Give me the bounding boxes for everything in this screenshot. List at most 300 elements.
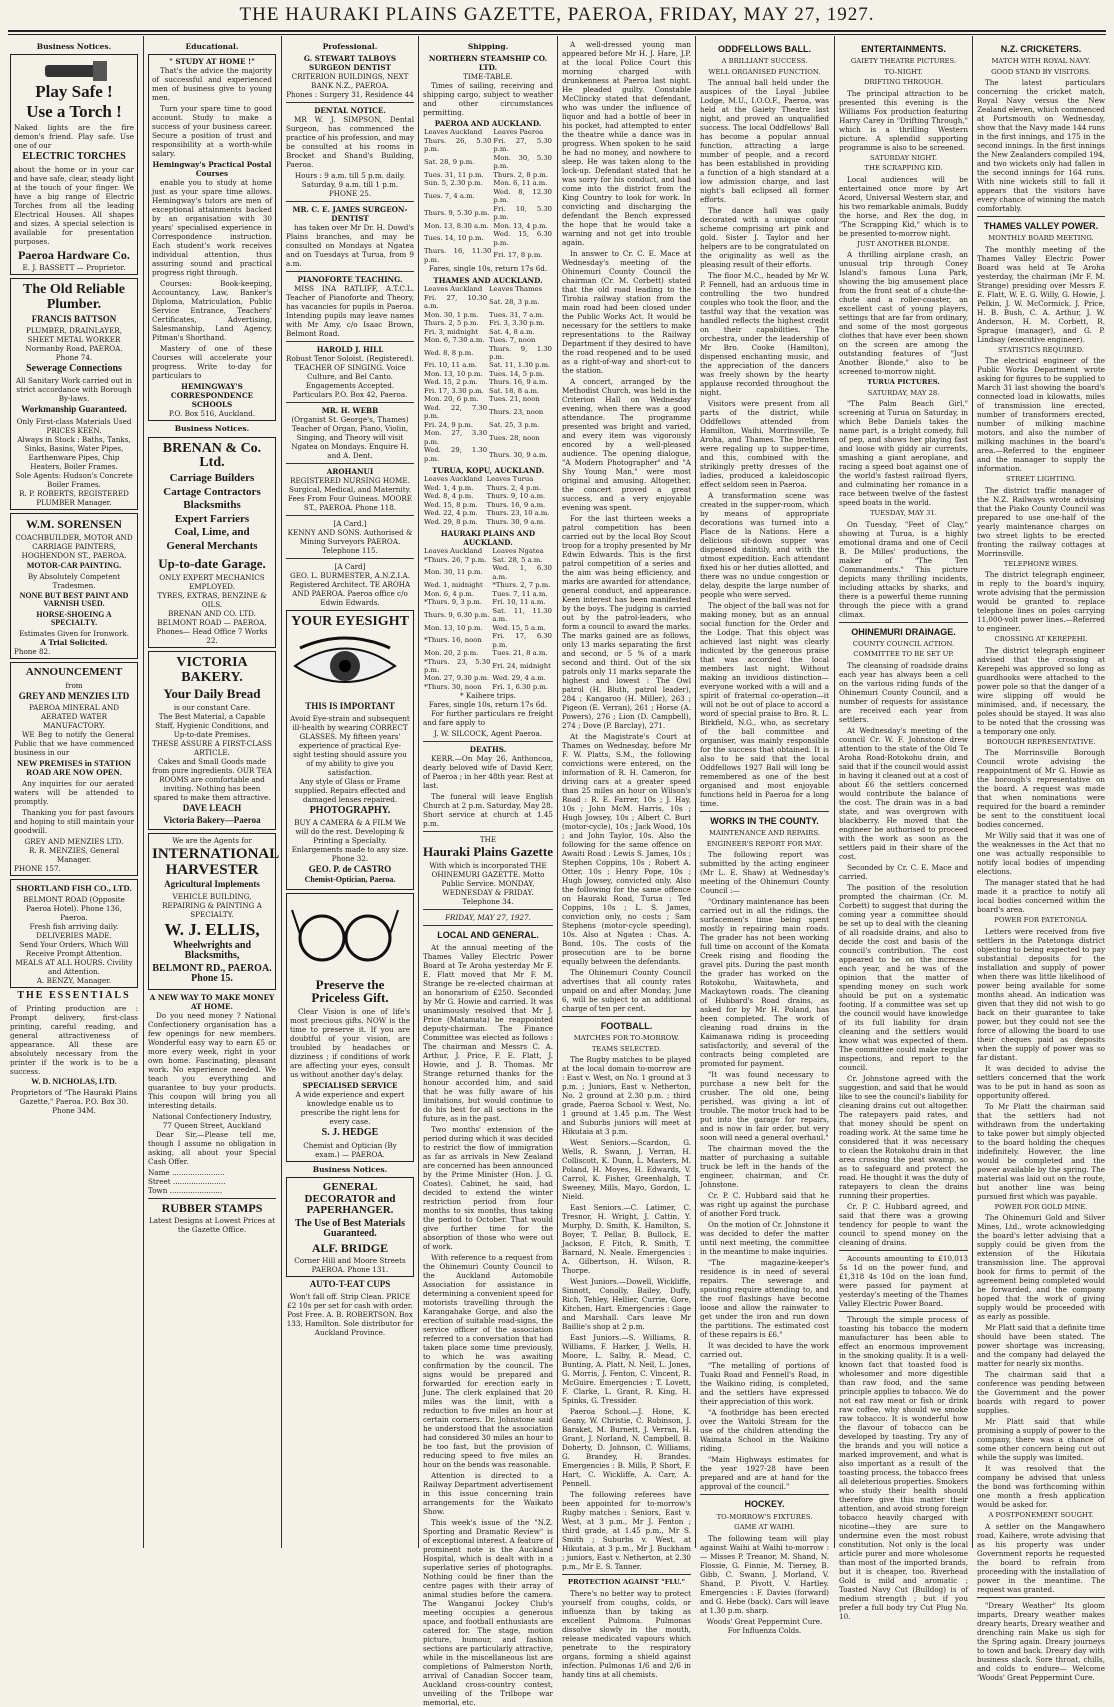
criterion-text: CRITERION BUILDINGS, NEXT BANK N.Z., PAEROA. bbox=[291, 72, 409, 91]
workmanship-text: Only First-class Materials Used PRICES KEEN. bbox=[16, 416, 132, 435]
article-paragraph: It was decided to advise the settlers concerned that the work was to be put in hand as soon as opportunity offered. bbox=[977, 1063, 1105, 1100]
section-heading: Educational. bbox=[185, 42, 239, 51]
street-label: Street bbox=[148, 1176, 171, 1186]
works-subheading: MAINTENANCE AND REPAIRS. bbox=[709, 829, 820, 838]
dear-text: Dear Sir,—Please tell me, though I assume no obligation in asking, all about your Special Cash Offer. bbox=[148, 1129, 276, 1166]
table-row bbox=[423, 556, 553, 564]
table-cell: Sat. 11, 1.30 p.m. bbox=[489, 361, 551, 370]
mechanics-text: ONLY EXPERT MECHANICS EMPLOYED. bbox=[159, 573, 265, 592]
sorensen-advert bbox=[10, 513, 138, 660]
brenan-line: Expert Farriers bbox=[174, 512, 250, 525]
article-paragraph: Cr. Johnstone agreed with the suggestion, and said that he would like to see the council's liability for cleaning drains cut out altogether. The ratepayers paid rates, and that money should be spent on roading work. At the same time he considered that it was necessary to clean the Rotokohu drain in that area crossing the peat swamp, so as to safeguard and protect the road. He thought it was the duty of ratepayers to clean the drains running their properties. bbox=[839, 1073, 968, 1200]
hemingway-advert bbox=[148, 54, 276, 421]
article-paragraph: The following report was submitted by the acting engineer (Mr L. E. Shaw) at Wednesday's meeting of the Ohinemuri County Council :— bbox=[700, 850, 829, 896]
hedge-sub: Chemist and Optician (By exam.) — PAEROA. bbox=[303, 1140, 397, 1159]
preserve-text: Clear Vision is one of life's most precious gifts. NOW is the time to preserve it. If you are doubtful of your vision, are troubled by headaches or dizziness ; if conditions of work are affecting your eyes, consult us without another day's delay. bbox=[290, 1007, 410, 1080]
torch-product: ELECTRIC TORCHES bbox=[22, 151, 126, 163]
turua-subheading: TURUA PICTURES. bbox=[867, 378, 940, 387]
power-subheading: STATISTICS REQUIRED. bbox=[998, 345, 1084, 354]
route-heading: THAMES AND AUCKLAND. bbox=[433, 276, 543, 286]
dental-heading: DENTAL NOTICE. bbox=[314, 106, 386, 116]
column-rule bbox=[418, 36, 419, 1548]
route-3-table bbox=[423, 475, 553, 526]
fare-text: Fares, single 10s, return 17s 6d. bbox=[428, 700, 548, 710]
table-cell: Wed. 29, 4 a.m. bbox=[492, 674, 546, 683]
simpson-text: MR W. J. SIMPSON, Dental Surgeon, has commenced the practice of his profession, and may be consulted at his rooms in Brocket and Shand's Building, Paeroa. bbox=[286, 115, 414, 170]
article-paragraph: The monthly meeting of the Thames Valley Electric Power Board was held at Te Aroha yesterday, the chairman (Mr F. M. Strange) presiding over Messrs F. E. Flatt, W. E. G. Willy, G. Howie, J. Pelkin, J. W. McCormick, J. Price, H. B. Bush, C. A. Arthur, J. W. Anderson, H. M. Corbett, R. Sprague (manager), and G. P. Lindsay (executive engineer). bbox=[977, 244, 1105, 344]
article-paragraph: Cr. P. C. Hubbard said that he was right up against the purchase of another Ford truck. bbox=[700, 1191, 829, 1219]
table-cell: Thurs. 2, 8 p.m. bbox=[493, 170, 548, 179]
torch-headline-2: Use a Torch ! bbox=[26, 102, 122, 122]
leach-sub: Victoria Bakery—Paeroa bbox=[163, 814, 261, 825]
deaths-heading: DEATHS. bbox=[469, 745, 507, 755]
phone-text: Phone 82. bbox=[14, 647, 51, 657]
hockey-subheading: TO-MORROW'S FIXTURES. bbox=[716, 1512, 813, 1521]
table-cell: Wed. 15, 6.30 p.m. bbox=[493, 230, 552, 247]
bridge-name: ALF. BRIDGE bbox=[311, 1240, 389, 1255]
table-cell: Tues. 14, 10 p.m. bbox=[424, 234, 484, 243]
brenan-line: Blacksmiths bbox=[183, 499, 241, 512]
table-cell: Tues. 14, 5 p.m. bbox=[489, 369, 545, 378]
study-text: That's the advice the majority of successful and experienced men of business give to young men. bbox=[152, 66, 272, 103]
table-cell: Fri. 3, midnight bbox=[424, 327, 479, 336]
trial-text: A Trial Solicited. bbox=[40, 638, 108, 648]
article-paragraph: At the Magistrate's Court at Thames on Wednesday, before Mr F. W. Platts, S.M., the following convictions were entered, on the information of R. H. Cameron, for driving cars at a greater speed than 25 miles an hour on Wilson's Road : R. E. Farrer, 10s ; J. Hay, 10s ; John McM. Harris, 10s ; Hugh Jowsey, 10s ; Albert C. Burt (motor-cycle), 10s ; Jack Wood, 10s ; and John Taylor, 10s. Also the following for the same offence on Awaiti Road : Lewis S. James, 10s ; Stephen Coppins, 10s ; Robert A. Otter, 10s ; Henry Pope, 10s ; Hugh Jowsey, convicted only. Also the following for the same offence on Hauraki Road, Turua : Ted Coppins, 10s ; L. S. James, conviction only, no costs ; Sam Stephens (motor-cycle speeding), 10s. Also at Ngatea : Chas. A. Bond, 10s. The costs of the prosecution are to be borne equally between the defendants. bbox=[562, 732, 691, 966]
table-cell: Wed. 1, midnight bbox=[424, 581, 483, 590]
table-cell: Mon. 27, 9.30 p.m. bbox=[424, 674, 490, 683]
special-heading: SPECIALISED SERVICE bbox=[302, 1081, 398, 1091]
cricket-subheading: GOOD STAND BY VISITORS. bbox=[991, 67, 1091, 76]
power-subheading: A POSTPONEMENT SOUGHT. bbox=[988, 1511, 1094, 1520]
power-subheading: TELEPHONE WIRES. bbox=[1003, 559, 1079, 568]
victoria-bakery-advert bbox=[148, 651, 276, 830]
plumber-name: FRANCIS BATTSON bbox=[31, 313, 117, 324]
table-row bbox=[423, 590, 553, 598]
article-paragraph: Accounts amounting to £10,013 5s 1d on the power fund, and £1,318 4s 10d on the loan fund, were passed for payment at yesterday's meeting of the Thames Valley Electric Power Board. bbox=[839, 1253, 968, 1308]
table-row bbox=[423, 658, 553, 675]
gazette-incorporated: With which is incorporated THE OHINEMURI GAZETTE. Motto Public Service. MONDAY, WEDNESDAY & FRIDAY. Telephone 34. bbox=[429, 860, 547, 906]
article-paragraph: On Tuesday, "Feet of Clay," showing at Turua, is a highly emotional drama and one of Cecil B. De Milles' productions, the maker of "The Ten Commandments." This picture depicts many thrilling incidents, including attacks by sharks, and there is a powerful theme running through the piece with a grand climax. bbox=[839, 519, 968, 619]
article-paragraph: A settler on the Mangawhero road, Kaihere, wrote advising that as his property was under Government reports he requested the board to refrain from proceeding with the installation of power in the meantime. The request was granted. bbox=[977, 1521, 1105, 1594]
plumber-headline: The Old Reliable Plumber. bbox=[23, 282, 125, 312]
tyres-text: TYRES, EXTRAS, BENZINE & OILS. bbox=[157, 591, 267, 610]
sorensen-name: W.M. SORENSEN bbox=[26, 516, 122, 531]
table-cell: *Thurs. 2, 7 p.m. bbox=[492, 581, 551, 590]
table-cell: Sun. 5, 2.30 p.m. bbox=[424, 179, 483, 188]
from-text: from bbox=[65, 681, 83, 690]
shipping-company: NORTHERN STEAMSHIP CO. LTD. bbox=[428, 54, 548, 73]
assure-text: THESE ASSURE A FIRST-CLASS ARTICLE. bbox=[152, 739, 272, 758]
castro-advert bbox=[286, 610, 414, 889]
article-paragraph: Two months' extension of the period during which it was decided to restrict the flow of immigration as far as arrivals in New Zealand are concerned has been announced by the Prime Minister (Hon. J. G. Coates). Cabinet, he said, had decided to extend the winter restriction period from four months to six months, thus taking the period to October. That would give further time for the absorption of those who were out of work. bbox=[423, 1124, 553, 1251]
table-cell: Mon. 13, 4 p.m. bbox=[493, 221, 548, 230]
the-label: THE bbox=[479, 835, 497, 845]
table-row bbox=[423, 683, 553, 691]
essentials-text: of Printing production are : Prompt delivery, first-class printing, careful reading, and general attractiveness of appearance. All these are absolutely necessary from the printer if the work is to be a success. bbox=[10, 1003, 138, 1076]
article-paragraph: The Ohinemuri Gold and Silver Mines, Ltd., wrote acknowledging the board's letter advising that a supply could be given from the extension of the Hikutaia transmission line. The approval book for firms to permit of the agreement being completed would be forwarded, and the company hoped that the work of giving supply would be proceeded with as early as possible. bbox=[977, 1213, 1105, 1322]
table-cell: Wed. 8, 12.30 p.m. bbox=[493, 187, 552, 205]
estimates-text: Estimates Given for Ironwork. bbox=[18, 629, 130, 639]
confectionery-advert bbox=[148, 993, 276, 1235]
further-text: For further particulars re freight and fare apply to bbox=[423, 709, 553, 728]
kodak-text: BUY A CAMERA & A FILM We will do the rest. Developing & Printing a Specialty. Enlargements made to any size. Phone 32. bbox=[291, 818, 409, 863]
article-paragraph: The Morrinsville Borough Council wrote advising the reappointment of Mr G. Howie as the borough's representative on the board. A request was made that when nominations were required for the board a reminder be sent to the constituent local bodies concerned. bbox=[977, 748, 1105, 830]
article-paragraph: The object of the ball was not for making money, but as an annual social function for the Order and the Lodge. That this object was achieved last night was clearly indicated by the generous praise that was accorded the local members last night. Without making an invidious distinction—everyone worked with a will and a spirit of fraternal co-operation—it will not be out of place to accord a word of special praise to Bro. R. L. Birkfield, N.G., who, as secretary of the ball committee and organiser, was mainly responsible for the success that obtained. It is also to be said that the local Oddfellows 1927 Ball will long be remembered as one of the best organised and most enjoyable functions held in Paeroa for a long time. bbox=[700, 601, 829, 809]
table-cell: *Thurs. 16, noon bbox=[424, 636, 482, 645]
table-cell: Wed. 8, 4 p.m. bbox=[424, 492, 474, 501]
coupon-town-field: Town ....................... bbox=[148, 1185, 223, 1195]
article-paragraph: For the last thirteen weeks a patrol competition has been carried out by the local Boy Scout troop for a trophy presented by Mr Edwin Edwards. This is the first patrol competition of a series and the aim was being efficiency, and marks are awarded for attendance, general conduct, and appearance. Keen interest has been manifested by the boys. The judging is carried out by the patrol-leaders, who form a council to award the marks. The marks gained are as follows, only 13 marks separating the first and second, or 5 % of a mark second and third. Out of the six patrols only 11 marks separate the highest and lowest : The Owl patrol (H. Bluth, patrol leader), 284 ; Kangaroo (H. Miller), 263 ; Pigeon (E. Verran), 261 ; Horse (A. Powers), 276 ; Lion (D. Campbell), 274 ; Dove (P. Barclay), 271. bbox=[562, 514, 691, 730]
hill-text: Robust Tenor Soloist. (Registered). TEACHER OF SINGING. Voice Culture, and Bel Canto. Engagements Accepted. Particulars P.O. Box 42, Paeroa. bbox=[286, 354, 414, 400]
article-paragraph: "Main Highways estimates for the year 1927-28 have been prepared and are at hand for the approval of the council." bbox=[700, 1455, 829, 1492]
table-row bbox=[423, 378, 553, 386]
brenan-address: BRENAN AND CO. LTD. BELMONT ROAD — PAEROA. bbox=[157, 609, 267, 628]
workmanship-heading: Workmanship Guaranteed. bbox=[21, 404, 127, 415]
article-paragraph: West Juniors.—Dowell, Wickliffe, Sinnott, Conolly, Bailey, Duffy, Rich, Tehley, Hellier, Currie, Gore, Kitchen, Hart. Emergencies : Gage and Marshall. Cars leave Mr Baillie's shop at 2 p.m. bbox=[562, 1277, 691, 1332]
national-text: National Confectionery Industry, 77 Queen Street, Auckland bbox=[152, 1111, 272, 1130]
column-rule bbox=[281, 36, 282, 1548]
table-cell: Thurs. 16, 11.30 p.m. bbox=[424, 247, 492, 264]
masthead-rule bbox=[8, 30, 1106, 32]
hours-text: Hours : 9 a.m. till 5 p.m. daily. Saturday, 9 a.m. till 1 p.m. bbox=[294, 171, 406, 190]
table-cell: Fri. 24, midnight bbox=[492, 661, 551, 670]
table-cell: Tues. 28, noon bbox=[489, 433, 540, 442]
table-row bbox=[423, 336, 553, 344]
article-paragraph: "A footbridge has been erected over the Waitoki Stream for the use of the children attending the Waimata School in the Waikino riding. bbox=[700, 1408, 829, 1454]
table-row bbox=[423, 581, 553, 589]
article-paragraph: There's no better way to protect yourself from coughs, colds, or influenza than by taking as excellent Pulmona. Pulmonas dissolve slowly in the mouth, release medicated vapours which penetrate to the respiratory organs, forming a shield against infection. Pulmonas 1/6 and 2/6 in handy tins at all chemists. bbox=[562, 1588, 691, 1679]
table-cell: Sat. 4, 8 a.m. bbox=[489, 327, 535, 336]
table-cell: Thurs. 23, noon bbox=[489, 408, 544, 417]
article-paragraph: The floor M.C., headed by Mr W. P. Fennell, had an arduous time in controlling the two hundred couples who took the floor, and the tastful way that the vexation was handled reflects the highest credit on their capabilities. The orchestra, under the leadership of Mr Bro. Cooke (Hamilton), dispensed enchanting music, and the appreciation of the dancers was freely shown by the hearty applause recorded throughout the night. bbox=[700, 271, 829, 398]
table-row bbox=[423, 509, 553, 517]
hemingway-heading: Hemingway's Practical Postal Courses bbox=[152, 160, 272, 179]
masthead-title: THE HAURAKI PLAINS GAZETTE, PAEROA, FRIDAY, MAY 27, 1927. bbox=[239, 4, 875, 25]
power-subheading: STREET LIGHTING. bbox=[1006, 475, 1076, 484]
column-rule bbox=[695, 36, 696, 1548]
power-heading: THAMES VALLEY POWER. bbox=[983, 221, 1099, 232]
premises-text: NEW PREMISES in STATION ROAD ARE NOW OPEN. bbox=[16, 758, 132, 778]
table-cell: Wed. 29, 8 p.m. bbox=[424, 517, 478, 526]
greymenzies-name: GREY AND MENZIES LTD bbox=[18, 691, 130, 701]
issue-date: FRIDAY, MAY 27, 1927. bbox=[445, 912, 531, 922]
talboys-name: G. STEWART TALBOYS SURGEON DENTIST bbox=[303, 54, 397, 73]
article-paragraph: A thrilling airplane crash, an unusual trip through Coney Island's famous Luna Park, showing the big amusement place from the front seat of a chute-the-chute and a roller-coaster, an excellent cast of young players, settings that are far from ordinary, and some of the most gorgeous clothes that have ever been shown on the screen are among the outstanding features of "Just Another Blonde," also to be screened to-morrow night. bbox=[839, 250, 968, 377]
gm-name: R. R. MENZIES, General Manager. bbox=[28, 846, 120, 865]
mineral-text: PAEROA MINERAL AND AERATED WATER MANUFACTORY. bbox=[28, 703, 120, 731]
mastery-text: Mastery of one of these Courses will accelerate your progress. Write to-day for particulars to bbox=[152, 344, 272, 381]
table-cell: Mon. 6, 11 a.m. bbox=[493, 179, 548, 188]
table-cell: Wed. 15, 2 p.m. bbox=[424, 378, 478, 387]
plumber-address: Normanby Road, PAEROA. Phone 74. bbox=[25, 343, 123, 362]
article-paragraph: A well-dressed young man appeared before Mr H. J. Hare, J.P. at the local Police Court this morning charged with drunkenness at Paeroa last night. He pleaded guilty. Constable McClincky stated that defendant, who was under the influence of liquor and had a bottle of beer in his pocket, had attempted to enter the theatre while a dance was in progress. When spoken to he said he had no money, and nowhere to sleep. He was taken along to the lock-up. Defendant stated that he was sorry for his conduct, and had come into the district from the King Country to look for work. In convicting and discharging the defendant the Bench expressed the hope that he would take a warning and not get into trouble again. bbox=[562, 40, 691, 247]
castro-name: GEO. P. de CASTRO bbox=[308, 864, 392, 874]
entertainments-heading: ENTERTAINMENTS. bbox=[861, 44, 946, 54]
gazette-nameplate: Hauraki Plains Gazette bbox=[423, 844, 553, 860]
table-cell: Thurs. 23, 10 a.m. bbox=[486, 509, 550, 518]
essentials-advert bbox=[10, 991, 138, 1115]
table-row bbox=[423, 607, 553, 624]
article-paragraph: At Wednesday's meeting of the council Cr. W. F. Johnstone drew attention to the state of the Old Te Aroha Road-Rotokohu drain, and said that if the council would assist in having it cleaned out at a cost of about £6 the settlers concerned would contribute the balance of the cost. The drain was in a bad state, and was overgrown with blackberry. He moved that the engineer be authorised to proceed with the work as soon as the settlers paid in their share of the cost. bbox=[839, 725, 968, 861]
article-paragraph: The position of the resolution prompted the chairman (Cr. M. Corbett) to suggest that during the coming year a committee should be set up to deal with the cleaning of all roadside drains, and also to decide the cost and basis of the council's contribution. The cost appeared to be on the increase each year, and he was of the opinion that the matter of spending money on such work should be put on a systematic footing. If a committee was set up the council would have knowledge of its full liability for drain cleaning and the settlers would know what was expected of them. The committee could make regular inspections, and report to the council. bbox=[839, 882, 968, 1072]
victoria-name: VICTORIA BAKERY. bbox=[176, 655, 248, 685]
route-2-table bbox=[423, 285, 553, 463]
table-row bbox=[423, 632, 553, 649]
table-row bbox=[423, 421, 553, 429]
hemingway-schools: HEMINGWAY'S CORRESPONDENCE SCHOOLS bbox=[170, 382, 254, 410]
table-cell: Wed. 22, 7.30 p.m. bbox=[424, 403, 488, 421]
bestpaint-text: NONE BUT BEST PAINT AND VARNISH USED. bbox=[19, 590, 129, 609]
article-paragraph: At the annual meeting of the Thames Valley Electric Power Board at Te Aroha yesterday Mr F. E. Flatt moved that Mr F. M. Strange be re-elected chairman at an honorarium of £250. Seconded by Mr G. Howie and carried. It was unanimously resolved that Mr J. Price (Matamata) be reappointed deputy-chairman. The Finance Committee was elected as follows : The chairman and Messrs C. A. Arthur, J. Price, F. E. Flatt, J. Howie, and J. B. Thomas. Mr Strange returned thanks for the honour accorded him, and said that he was fully aware of his limitations, but would continue to do his best for all sections in the future, as in the past. bbox=[423, 942, 553, 1123]
table-cell: Fri. 17, 8 p.m. bbox=[493, 251, 543, 260]
article-paragraph: The district telegraph engineer advised that the crossing at Kerepehi was approved so long as guardhooks were attached to the power pole so that the danger of a wire slipping off would be minimised, and, if necessary, the poles should be stayed. It was also to be noted that the crossing was a temporary one only. bbox=[977, 645, 1105, 736]
route-heading: PAEROA AND AUCKLAND. bbox=[434, 119, 542, 129]
brenan-name: BRENAN & Co. Ltd. bbox=[162, 440, 262, 471]
column-rule bbox=[557, 36, 558, 1548]
table-row bbox=[423, 311, 553, 319]
table-cell: *Thurs. 26, 7 p.m. bbox=[424, 555, 487, 564]
table-row bbox=[423, 501, 553, 509]
article-paragraph: The district telegraph engineer, in reply to the board's inquiry, wrote advising that the permission would be granted to replace telephone lines on poles carrying 11,000-volt power lines.—Referred to engineer. bbox=[977, 570, 1105, 634]
manager-text: R. P. ROBERTS, REGISTERED PLUMBER Manager. bbox=[19, 488, 129, 507]
date-subheading: SATURDAY, MAY 28. bbox=[867, 388, 940, 397]
courses-text: Courses: Book-keeping, Accountancy, Law, Banker's Diploma, Matriculation, Public Service Entrance, Teachers' Certificates, Advertising, Salesmanship, Land Agency, Pitman's Shorthand. bbox=[152, 279, 272, 343]
table-row bbox=[423, 319, 553, 327]
shortland-address: BELMONT ROAD (Opposite Paeroa Hotel). Phone 136, Paeroa. bbox=[23, 895, 125, 923]
table-row bbox=[423, 205, 553, 222]
brenan-line: General Merchants bbox=[166, 539, 258, 552]
saturday-subheading: SATURDAY NIGHT. bbox=[870, 153, 937, 162]
cricket-subheading: MATCH WITH ROYAL NAVY. bbox=[991, 57, 1091, 66]
table-cell: Sat. 28, 5 a.m. bbox=[492, 555, 543, 564]
table-cell: Mon. 6, 7.30 a.m. bbox=[424, 336, 485, 345]
article-paragraph: Mr Willy said that it was one of the weaknesses in the Act that no one was actually responsible to notify local bodies of impending elections. bbox=[977, 831, 1105, 877]
torch-icon bbox=[39, 59, 109, 81]
brenan-phones: Phones— Head Office 7 Works 22. bbox=[156, 627, 268, 646]
route-heading: TURUA, KOPU, AUCKLAND. bbox=[431, 466, 545, 476]
table-header: Leaves Auckland bbox=[424, 128, 483, 137]
hemingway-text: enable you to study at home just as your spare time allows. Hemingway's tutors are men of exceptional attainments backed by an organisation with 30 years' specialised experience in Correspondence instruction. Each student's work receives individual attention, thus assuring sound and practical progress right through. bbox=[152, 178, 272, 278]
table-header: Leaves Ngatea bbox=[492, 547, 544, 556]
article-paragraph: The annual ball held under the auspices of the Loyal Jubilee Lodge, M.U., I.O.O.F., Paeroa, was held at the Gaiety Theatre last night, and proved an unqualified success. The local Oddfellows' Ball has become a popular annual function, attracting a large number of people, and a record has been established in providing a function of a high standard at a low admission charge, and last night's ball eclipsed all former efforts. bbox=[700, 78, 829, 205]
article-paragraph: "Ordinary maintenance has been carried out in all the ridings, the surfacemen's time being spent mostly in repairing main roads. The grader has not been working full time on account of the Komata Creek rising and flooding the gravel pits. During the past month the grader has worked on the Rotokohu, Waitawheta, and Mackaytown roads. The cleaning of Hubbard's Road drains, as asked for by Mr H. Poland, has been completed. The work of cleaning road drains in the Kaimanawa riding is proceeding satisfactorily, and several of the contracts being completed are promoted for payment. bbox=[700, 897, 829, 1069]
motorcar-heading: MOTOR-CAR PAINTING. bbox=[26, 560, 122, 570]
article-paragraph: The following referees have been appointed for to-morrow's Rugby matches : Seniors, East v. West, at 3 p.m., Mr J. Fenton ; third grade, at 1.45 p.m., Mr S. Smith ; Suburbs v. West, at Hikutaia, at 3 p.m., Mr J. Buckham ; juniors, East v. Netherton, at 2.30 p.m., Mr E. S. Tanner. bbox=[562, 1490, 691, 1572]
column-rule bbox=[143, 36, 144, 1548]
table-row bbox=[423, 294, 553, 311]
autoheat-advert bbox=[286, 1280, 414, 1336]
article-paragraph: Paeroa School.—J. Hone, K. Geany, W. Christie, C. Robinson, J. Baraket, M. Burnett, J. Verran, H. Grant, J. Norland, N. Campbell, B. Doherty, D. Johnson, C. Williams, G. Brandey, H. Brandes. Emergencies : B. Mills, P. Short, F. Hart, C. Wickliffe, A. Carr, A. Pennell. bbox=[562, 1407, 691, 1489]
implements-text: Agricultural Implements bbox=[164, 879, 260, 890]
hedge-name: S. J. HEDGE bbox=[321, 1127, 379, 1139]
power-subheading: POWER FOR GOLD MINE. bbox=[994, 1202, 1088, 1211]
coupon-street-field: Street ....................... bbox=[148, 1176, 226, 1186]
torch-body: Naked lights are the fire demon's friend. Play safe. Use one of our bbox=[14, 123, 134, 151]
article-paragraph: It was decided to have the work carried out. bbox=[700, 1341, 829, 1360]
table-row bbox=[423, 674, 553, 682]
table-cell: Mon. 30, 5.30 p.m. bbox=[493, 153, 552, 171]
section-heading: Business Notices. bbox=[174, 424, 250, 434]
hardware-name: Paeroa Hardware Co. bbox=[18, 247, 130, 262]
eye-text-2: Any style of Glass or Frame supplied. Repairs effected and damaged lenses repaired. bbox=[294, 776, 406, 804]
column-rule bbox=[834, 36, 835, 1548]
article-paragraph: The following team will play against Waihi at Waihi to-morrow :— Misses P. Treanor, M. Shand, N. Flossie, G. Finnie, M. Tierney, B. Gibb, C. Swann, J. Morland, V. Shand, P. Pivott, V. Hartley. Emergencies : F. Davies (forward) and G. Hebe (back). Cars will leave at 1.30 p.m. sharp. bbox=[700, 1533, 829, 1615]
table-cell: Thurs. 9, 10 a.m. bbox=[486, 492, 546, 501]
table-row bbox=[423, 598, 553, 606]
table-cell: Thurs. 16, 9 a.m. bbox=[486, 500, 546, 509]
agents-text: We are the Agents for bbox=[172, 835, 252, 845]
table-cell: Sat. 28, 3 p.m. bbox=[489, 297, 540, 306]
table-header: Leaves Thames bbox=[489, 285, 543, 294]
article-paragraph: The Ohinemuri County Council advertises that all county rates unpaid on and after Monday, June 6, will be subject to an additional charge of ten per cent. bbox=[562, 968, 691, 1013]
article-paragraph: East Seniors.—C. Latimer, C. Tresnor, H. Wright, J. Cattin, Y. Murphy, D. Smith, K. Hamilton, S. Boyer, T. Pellar, B. Bullock, E. Jackson, F. Fitch, R. Smith, T. Barnard, N. Neale. Emergencies : A. Gilbertson, H. Wilson, R. Thorpe. bbox=[562, 1203, 691, 1276]
table-row bbox=[423, 395, 553, 403]
route-heading: HAURAKI PLAINS AND AUCKLAND. bbox=[440, 529, 536, 548]
article-paragraph: The chairman said that a conference was pending between the Government and the power boards with regard to power supplies. bbox=[977, 1370, 1105, 1416]
ellis-name: W. J. ELLIS, bbox=[164, 919, 260, 939]
film-title: DRIFTING THROUGH. bbox=[863, 78, 944, 87]
rubber-heading: RUBBER STAMPS bbox=[161, 1200, 263, 1215]
table-cell: *Thurs. 9, 3 p.m. bbox=[424, 598, 482, 607]
table-cell: Fri. 27, 5.30 p.m. bbox=[493, 136, 552, 154]
article-paragraph: Through the simple process of toasting his tobacco the modern manufacturer has been able to effect an enormous improvement in the smoking quality. It is a well-known fact that toasted food is wholesomer and more digestible than raw food, and the same principle applies to tobacco. We do not eat raw meat or fish or drink raw coffee, why should we smoke raw tobacco. It is wonderful how the flavour of tobacco can be developed by toasting. Try any of the brands and you will notice a marked improvement, and what is also important as a result of the toasting process, the tobacco frees all deleterious properties. Smokers who study their health should therefore give this matter their attention, and avoid strong foreign tobacco heavily charged with nicotine—they are sure to undermine even the most robust constitution. Not only is the local article purer and more wholesome than most of the imported brands, but it is cheaper, too. Riverhead Gold is mild and aromatic ; Toasted Navy Cut (Bulldog) is of medium strength ; but if you prefer a full body try Cut Plug No. 10. bbox=[839, 1314, 968, 1621]
table-cell: Thurs. 9, 6.30 p.m. bbox=[424, 610, 490, 619]
table-cell: Fri. 10, 5.30 p.m. bbox=[493, 204, 552, 222]
preserve-headline: Preserve the Priceless Gift. bbox=[311, 976, 389, 1006]
local-general-heading: LOCAL AND GENERAL. bbox=[437, 929, 539, 940]
notify-text: WE Beg to notify the General Public that we have commenced business in our bbox=[14, 730, 134, 758]
works-subheading: ENGINEER'S REPORT FOR MAY. bbox=[706, 839, 823, 848]
table-row bbox=[423, 222, 553, 230]
article-paragraph: Seconded by Cr. C. E. Mace and carried. bbox=[839, 862, 968, 881]
table-row bbox=[423, 518, 553, 526]
table-row bbox=[423, 624, 553, 632]
thanking-text: Thanking you for past favours and hoping to still maintain your goodwill. bbox=[14, 808, 134, 836]
stock-text: Always in Stock : Baths, Tanks, Sinks, Basins, Water Pipes, Earthenware Pipes, Chip Heaters, Boiler Frames. bbox=[17, 434, 131, 471]
article-paragraph: It was resolved that the company be advised that unless the bond was forthcoming within one month a fresh application would be asked for. bbox=[977, 1464, 1105, 1510]
article-paragraph: The district traffic manager of the N.Z. Railways wrote advising that the Piako County Council was prepared to use one-half of the yearly maintenance charges on two street lights to be erected fronting the railway cottages at Morrinsville. bbox=[977, 485, 1105, 558]
table-cell: *Thurs. 23, 5.30 p.m. bbox=[424, 657, 491, 674]
article-paragraph: Letters were received from five settlers in the Patetonga district objecting to being expected to pay substantial deposits for the installation and supply of power when there was little likelihood of power being available for some months ahead. An indication was given that they did not wish to go back on their guarantee to take power, but they could not see the force of allowing the board to use their cheques paid as deposits when the supply of power was so far distant. bbox=[977, 926, 1105, 1062]
town-label: Town bbox=[148, 1185, 168, 1195]
table-cell: Fri. 3, 3.30 p.m. bbox=[489, 319, 545, 328]
eye-text: Avoid Eye-strain and subsequent ill-health by wearing CORRECT GLASSES. My fifteen years' experience of practical Eye-sight testing should assure you of my ability to give you satisfaction. bbox=[290, 713, 410, 777]
table-cell: Thurs. 2, 5 p.m. bbox=[424, 319, 479, 328]
power-subheading: BOROUGH REPRESENTATIVE. bbox=[986, 737, 1096, 746]
power-subheading: MONTHLY BOARD MEETING. bbox=[988, 234, 1094, 243]
table-row bbox=[423, 564, 553, 581]
study-text-2: Turn your spare time to good account. Study to make a success of your business career. Secure a position of trust and responsibility at a worth-while salary. bbox=[152, 104, 272, 159]
sorensen-trade: COACHBUILDER, MOTOR AND CARRIAGE PAINTERS, HOGHENDON ST., PAEROA. bbox=[15, 532, 133, 560]
garage-heading: Up-to-date Garage. bbox=[158, 556, 266, 572]
meals-text: MEALS AT ALL HOURS. Civility and Attention. bbox=[15, 958, 133, 977]
article-paragraph: "It was found necessary to purchase a new belt for the crusher. The old one, being perished, was giving a lot of trouble. The motor truck had to be put into the garage for repairs, and is now in fair order, but very soon will need a general overhaul." bbox=[700, 1070, 829, 1143]
article-paragraph: "The magazine-keeper's residence is in need of several repairs. The sewerage and spouting require attending to, and the roof flashings have become loose and allow the rainwater to get under the iron and run down the partitions. The estimated cost of these repairs is £6." bbox=[700, 1258, 829, 1340]
decorator-heading: GENERAL DECORATOR and PAPERHANGER. bbox=[304, 1180, 396, 1217]
table-header: Leaves Turua bbox=[486, 475, 534, 484]
drainage-heading: OHINEMURI DRAINAGE. bbox=[851, 626, 956, 637]
funeral-notice: The funeral will leave English Church at 2 p.m. Saturday, May 28. Short service at church at 1.45 p.m. bbox=[423, 792, 553, 829]
gm-sign: GREY AND MENZIES LTD. bbox=[24, 837, 124, 847]
burmester-text: GEO. L. BURMESTER, A.N.Z.I.A. Registered Architect. TE AROHA AND PAEROA. Paeroa office c/o Edwin Edwards. bbox=[289, 571, 411, 608]
table-cell: Mon. 30, 11 p.m. bbox=[424, 568, 483, 577]
ellis-address: BELMONT RD., PAEROA. Phone 15. bbox=[152, 962, 272, 985]
table-row bbox=[423, 387, 553, 395]
table-cell: Tues. 31, 11 p.m. bbox=[424, 170, 484, 179]
autoheat-text: Won't fall off. Strip Clean. PRICE £2 10s per set for cash with order. Post Free. A. B. ROBERTSON. Box 133, Hamilton. Sole distributor for Auckland Province. bbox=[286, 1291, 414, 1337]
oddfellows-heading: ODDFELLOWS BALL. bbox=[718, 44, 811, 54]
eyesight-headline: YOUR EYESIGHT bbox=[291, 614, 409, 630]
table-cell: Fri. 1, 6.30 p.m. bbox=[492, 682, 548, 691]
concern-text: is our constant Care. bbox=[173, 703, 251, 713]
hedge-advert bbox=[286, 893, 414, 1162]
phone-text: PHONE 25. bbox=[328, 189, 372, 199]
football-heading: FOOTBALL. bbox=[600, 1021, 653, 1031]
table-cell: Fri. 10, 11 a.m. bbox=[424, 361, 478, 370]
power-subheading: CROSSING AT KEREPEHI. bbox=[994, 635, 1088, 644]
torch-headline: Play Safe ! bbox=[35, 82, 113, 102]
table-cell: Sat. 28, 9 p.m. bbox=[424, 158, 475, 167]
table-cell: Tues. 21, noon bbox=[489, 395, 540, 404]
article-paragraph: "The metalling of portions of Tuaki Road and Fennell's Road, in the Waikino riding, is completed, and the settlers have expressed their appreciation of this work. bbox=[700, 1361, 829, 1407]
table-cell: Mon. 6, 4 p.m. bbox=[424, 589, 474, 598]
cakes-text: Cakes and Small Goods made from pure ingredients. OUR TEA ROOMS are comfortable and inviting. Nothing has been spared to make them attractive. bbox=[152, 757, 272, 803]
shortland-advert bbox=[10, 879, 138, 988]
table-row bbox=[423, 328, 553, 336]
article-paragraph: With reference to a request from the Ohinemuri County Council to the Auckland Automobile Association for assistance in determining a convenient speed for motorists travelling through the Karangahake Gorge, and also the erection of suitable road-signs, the service officer of the association referred to a conversation that had taken place some time previously, to which he was awaiting confirmation by the council. The signs would be prepared and forwarded for erection early in June. The clerk explained that 20 miles was the limit, with a reduction to five miles an hour at certain corners. Dr. Johnstone said he understood that the association had considered 30 miles an hour to be too fast, but the provision of reducing speed to five miles an hour on the bends was reasonable. bbox=[423, 1252, 553, 1469]
table-cell: Tues. 7, 4 a.m. bbox=[424, 192, 475, 200]
table-cell: Fri. 24, 9 p.m. bbox=[424, 420, 474, 429]
important-heading: THIS IS IMPORTANT bbox=[305, 701, 395, 712]
table-cell: Fri. 10, 11 a.m. bbox=[492, 598, 546, 607]
hardware-proprietor: E. J. BASSETT — Proprietor. bbox=[22, 263, 126, 273]
table-cell: Mon. 30, 1 p.m. bbox=[424, 310, 479, 319]
table-header: Leaves Auckland bbox=[424, 285, 483, 294]
section-heading: Professional. bbox=[322, 42, 378, 51]
fresh-text: Fresh fish arriving daily. DELIVERIES MADE. bbox=[29, 922, 119, 941]
gaiety-subheading: GAIETY THEATRE PICTURES. bbox=[850, 57, 957, 66]
table-cell: Wed. 1, 4 p.m. bbox=[424, 483, 474, 492]
column-1 bbox=[10, 40, 138, 1548]
article-paragraph: This week's issue of the "N.Z. Sporting and Dramatic Review" is of exceptional interest. A feature of prominent note is the Auckland Hospital, which is dealt with in a superlative series of photographs. Nothing could be finer than the centre pages with their array of animal studies before the camera. The Wanganui Jockey Club's meeting occupies a generous space, and football enthusiasts are catered for. The stage, motion picture, humour, and fashion sections are particularly attractive, while in the miscellaneous list are completions of Palmerston North, arrival of Canadian Soccer team, Auckland cross-country contest, unveiling of the Trilbope war memorial, etc. bbox=[423, 1517, 553, 1707]
table-row bbox=[423, 154, 553, 171]
article-paragraph: The cleansing of roadside drains each year has always been a cell on the various riding funds of the Ohinemuri County Council, and a number of requests for assistance are received each year from settlers. bbox=[839, 660, 968, 724]
table-cell: Mon. 13, 10 p.m. bbox=[424, 623, 483, 632]
table-cell: Fri. 27, 10.30 a.m. bbox=[424, 293, 488, 311]
table-cell: Tues. 7, 11 a.m. bbox=[492, 589, 548, 598]
nicholas-text: Proprietors of "The Hauraki Plains Gazette," Paeroa. P.O. Box 30. Phone 34M. bbox=[10, 1088, 138, 1116]
card-label: [A Card.] bbox=[333, 519, 367, 529]
essentials-heading: THE ESSENTIALS bbox=[17, 990, 131, 1002]
eye-icon bbox=[290, 636, 400, 694]
plumber-trade: PLUMBER, DRAINLAYER, SHEET METAL WORKER bbox=[26, 325, 122, 344]
oddfellows-subheading: A BRILLIANT SUCCESS. bbox=[721, 57, 808, 66]
table-cell: Thurs. 30, 9 a.m. bbox=[489, 450, 548, 459]
leach-name: DAVE LEACH bbox=[182, 803, 242, 814]
special-text: A wide experience and expert knowledge enable us to prescribe the right lens for every case. bbox=[295, 1090, 405, 1127]
table-cell: Fri. 17, 3.30 p.m. bbox=[424, 386, 484, 395]
card-label: [A Card] bbox=[334, 562, 366, 572]
ellis-advert bbox=[148, 833, 280, 990]
article-paragraph: East Juniors.—S. Williams, R. Williams, F. Harker, J. Wells, H. Moore, L. Salby, R. Mead, C. Bunting, A. Platt, N. Neil, L. Jones, G. Morris, J. Fenton, C. Vincent, R. McGuire. Emergencies : T. Lovett, F. Clarke, L. Grant, R. King, H. Spinks, G. Tressider. bbox=[562, 1333, 691, 1406]
works-heading: WORKS IN THE COUNTY. bbox=[710, 816, 819, 827]
bridge-address: Corner Hill and Moore Streets PAEROA. Phone 131. bbox=[294, 1256, 406, 1275]
hemingway-box: P.O. Box 516, Auckland. bbox=[168, 409, 256, 419]
table-cell: Mon. 20, 2 p.m. bbox=[424, 649, 479, 658]
agents-text: Sole Agents: Hudson's Concrete Boiler Frames. bbox=[15, 470, 133, 489]
torch-text: about the home or in your car and have safe, clear, steady light at the touch of your finger. We have a big range of Electric Torches from all the leading Electrical Houses. All shapes and sizes. A special selection is available for presentation purposes. bbox=[14, 164, 134, 246]
orders-text: Send Your Orders, Which Will Receive Prompt Attention. bbox=[19, 940, 129, 959]
